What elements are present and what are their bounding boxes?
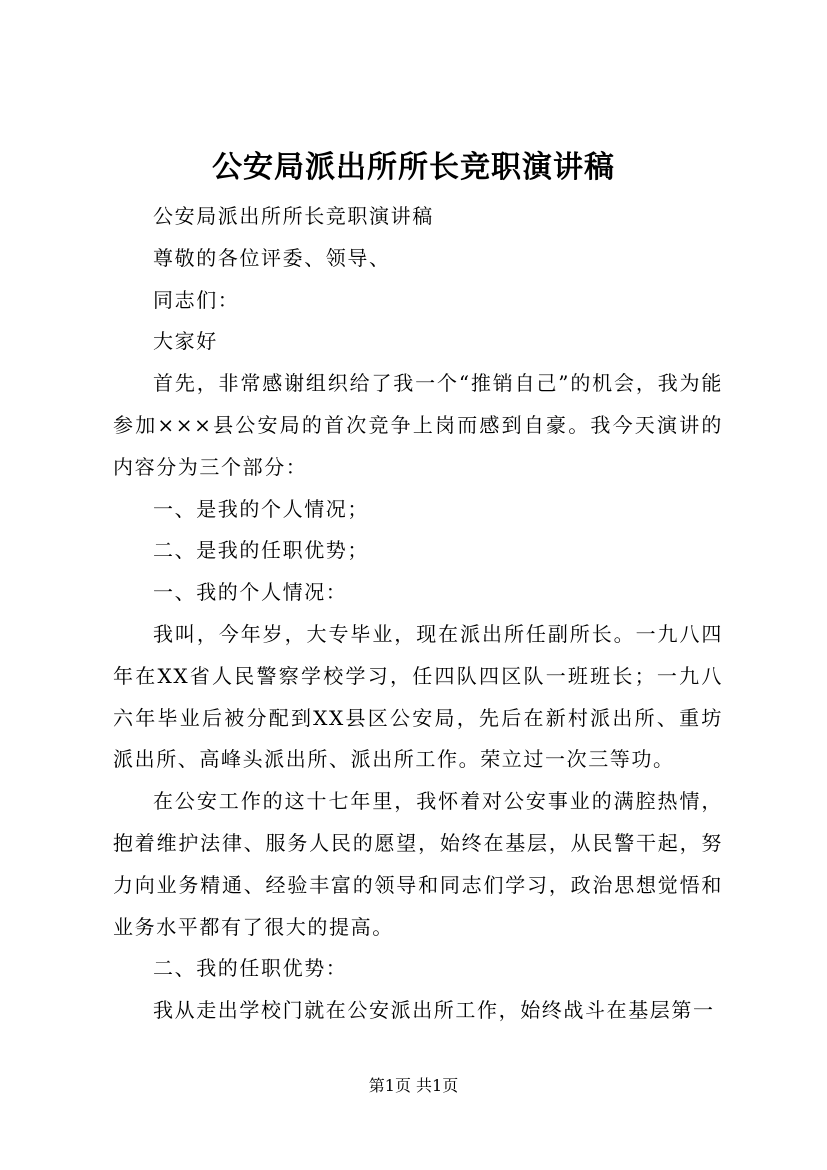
paragraph: 同志们： <box>153 287 240 312</box>
paragraph: 在公安工作的这十七年里，我怀着对公安事业的满腔热情，抱着维护法律、服务人民的愿望，始终在基层，从民警干起，努力向业务精通、经验丰富的领导和同志们学习，政治思想觉悟和业务水平都有了很大的提高。 <box>113 789 723 939</box>
paragraph: 大家好 <box>153 329 218 354</box>
paragraph: 首先，非常感谢组织给了我一个“推销自己”的机会，我为能参加×××县公安局的首次竞争上岗而感到自豪。我今天演讲的内容分为三个部分： <box>113 371 723 479</box>
document-body <box>113 196 723 1032</box>
page-footer: 第1页 共1页 <box>368 1076 459 1095</box>
paragraph: 我从走出学校门就在公安派出所工作，始终战斗在基层第一 <box>153 998 715 1023</box>
paragraph: 尊敬的各位评委、领导、 <box>153 245 391 270</box>
paragraph: 二、我的任职优势： <box>153 956 348 981</box>
paragraph: 二、是我的任职优势； <box>153 538 369 563</box>
paragraph: 公安局派出所所长竞职演讲稿 <box>153 204 434 228</box>
paragraph: 我叫，今年岁，大专毕业，现在派出所任副所长。一九八四年在XX省人民警察学校学习，任四队四区队一班班长；一九八六年毕业后被分配到XX县区公安局，先后在新村派出所、重坊派出所、高峰头派出所、派出所工作。荣立过一次三等功。 <box>113 621 723 772</box>
paragraph: 一、我的个人情况： <box>153 580 348 605</box>
paragraph: 一、是我的个人情况； <box>153 496 369 521</box>
document-title: 公安局派出所所长竞职演讲稿 <box>212 150 615 185</box>
